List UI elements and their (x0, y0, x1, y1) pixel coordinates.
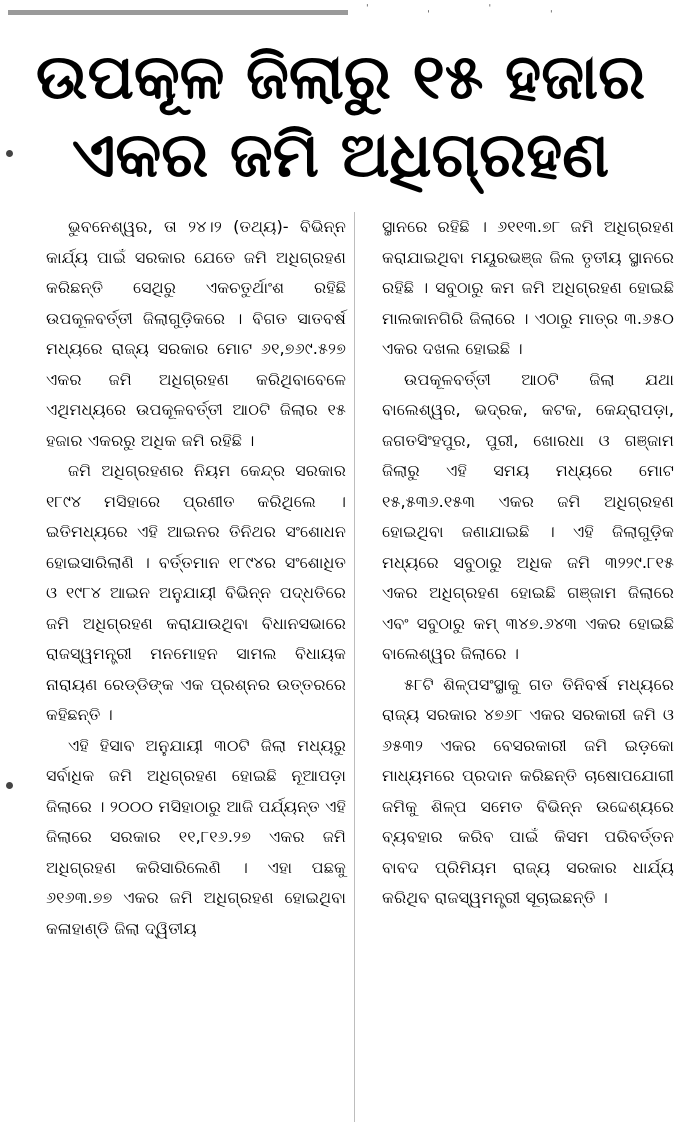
column-divider (354, 212, 355, 1122)
margin-mark (6, 150, 13, 157)
paragraph: ଜମି ଅଧିଗ୍ରହଣର ନିୟମ କେନ୍ଦ୍ର ସରକାର ୧୮୯୪ ମସିହାରେ ପ୍ରଣୀତ କରିଥିଲେ । ଇତିମଧ୍ୟରେ ଏହି ଆଇନର ତିନିଥର ସଂଶୋଧନ ହୋଇସାରିଲାଣି । ବର୍ତ୍ତମାନ ୧୮୯୪ର ସଂଶୋଧିତ ଓ ୧୯୮୪ ଆଇନ ଅନୁଯାୟୀ ବିଭିନ୍ନ ପଦ୍ଧତିରେ ଜମି ଅଧିଗ୍ରହଣ କରାଯାଉଥିବା ବିଧାନସଭାରେ ରାଜସ୍ୱମନ୍ତ୍ରୀ ମନମୋହନ ସାମଲ ବିଧାୟକ ନାରାୟଣ ରେଡ୍ଡିଙ୍କ ଏକ ପ୍ରଶ୍ନର ଉତ୍ତରରେ କହିଛନ୍ତି । (46, 461, 346, 724)
headline (0, 38, 681, 194)
headline-line-1: ଉପକୂଳ ଜିଲାରୁ ୧୫ ହଜାର (35, 40, 646, 113)
paragraph: ୫୮ଟି ଶିଳ୍ପସଂସ୍ଥାକୁ ଗତ ତିନିବର୍ଷ ମଧ୍ୟରେ ରାଜ୍ୟ ସରକାର ୪୭୬୮ ଏକର ସରକାରୀ ଜମି ଓ ୬୫୩୨ ଏକର ବେସରକାରୀ ଜମି ଇଡ଼କୋ ମାଧ୍ୟମରେ ପ୍ରଦାନ କରିଛନ୍ତି ଚାଷୋପଯୋଗୀ ଜମିକୁ ଶିଳ୍ପ ସମେତ ବିଭିନ୍ନ ଉଦ୍ଦେଶ୍ୟରେ ବ୍ୟବହାର କରିବ ପାଇଁ କିସମ ପରିବର୍ତ୍ତନ ବାବଦ ପ୍ରିମିୟମ ରାଜ୍ୟ ସରକାର ଧାର୍ଯ୍ୟ କରିଥିବ ରାଜସ୍ୱମନ୍ତ୍ରୀ ସୂଚାଇଛନ୍ତି । (382, 674, 674, 907)
article-column-left (46, 212, 346, 944)
header-marks: ˈ ˌ ˈ ˌ (366, 4, 581, 14)
paragraph: ସ୍ଥାନରେ ରହିଛି । ୬୧୧୩.୭୮ ଜମି ଅଧିଗ୍ରହଣ କରାଯାଇଥିବା ମୟୂରଭଞ୍ଜ ଜିଲ ତୃତୀୟ ସ୍ଥାନରେ ରହିଛି । ସବୁଠାରୁ କମ ଜମି ଅଧିଗ୍ରହଣ ହୋଇଛି ମାଲକାନଗିରି ଜିଲାରେ । ଏଠାରୁ ମାତ୍ର ୩.୬୫୦ ଏକର ଦଖଲ ହୋଇଛି । (382, 217, 674, 358)
headline-line-2: ଏକର ଜମି ଅଧିଗ୍ରହଣ (71, 118, 610, 191)
paragraph: ଏହି ହିସାବ ଅନୁଯାୟୀ ୩୦ଟି ଜିଲା ମଧ୍ୟରୁ ସର୍ବାଧିକ ଜମି ଅଧିଗ୍ରହଣ ହୋଇଛି ନୂଆପଡ଼ା ଜିଲାରେ । ୨୦୦୦ ମସିହାଠାରୁ ଆଜି ପର୍ଯ୍ୟନ୍ତ ଏହି ଜିଲାରେ ସରକାର ୧୧,୮୧୬.୨୭ ଏକର ଜମି ଅଧିଗ୍ରହଣ କରିସାରିଲେଣି । ଏହା ପଛକୁ ୬୧୬୩.୭୭ ଏକର ଜମି ଅଧିଗ୍ରହଣ ହୋଇଥିବା କଳାହାଣ୍ଡି ଜିଲା ଦ୍ୱିତୀୟ (46, 735, 346, 938)
article-column-right (382, 212, 674, 914)
paragraph: ଉପକୂଳବର୍ତ୍ତୀ ଆଠଟି ଜିଲା ଯଥା ବାଲେଶ୍ୱର, ଭଦ୍ରକ, କଟକ, କେନ୍ଦ୍ରାପଡ଼ା, ଜଗତସିଂହପୁର, ପୁରୀ, ଖୋରଧା ଓ ଗଞ୍ଜାମ ଜିଲାରୁ ଏହି ସମୟ ମଧ୍ୟରେ ମୋଟ ୧୫,୫୩୬.୧୫୩ ଏକର ଜମି ଅଧିଗ୍ରହଣ ହୋଇଥିବା ଜଣାଯାଇଛି । ଏହି ଜିଲାଗୁଡ଼ିକ ମଧ୍ୟରେ ସବୁଠାରୁ ଅଧିକ ଜମି ୩୨୨୯.୮୧୫ ଏକର ଅଧିଗ୍ରହଣ ହୋଇଛି ଗଞ୍ଜାମ ଜିଲାରେ ଏବଂ ସବୁଠାରୁ କମ୍ ୩୪୭.୬୪୩ ଏକର ହୋଇଛି ବାଲେଶ୍ୱର ଜିଲାରେ । (382, 369, 674, 663)
margin-mark (6, 782, 13, 789)
paragraph: ଭୁବନେଶ୍ୱର, ତା ୨୪।୨ (ତଥ୍ୟ)- ବିଭିନ୍ନ କାର୍ଯ୍ୟ ପାଇଁ ସରକାର ଯେତେ ଜମି ଅଧିଗ୍ରହଣ କରିଛନ୍ତି ସେଥିରୁ ଏକଚତୁର୍ଥାଂଶ ରହିଛି ଉପକୂଳବର୍ତ୍ତୀ ଜିଲାଗୁଡ଼ିକରେ । ବିଗତ ସାତବର୍ଷ ମଧ୍ୟରେ ରାଜ୍ୟ ସରକାର ମୋଟ ୬୧,୭୬୯.୫୨୭ ଏକର ଜମି ଅଧିଗ୍ରହଣ କରିଥିବାବେଳେ ଏଥିମଧ୍ୟରେ ଉପକୂଳବର୍ତ୍ତୀ ଆଠଟି ଜିଲାର ୧୫ ହଜାର ଏକରରୁ ଅଧିକ ଜମି ରହିଛି । (46, 217, 346, 450)
top-rule (8, 10, 348, 15)
